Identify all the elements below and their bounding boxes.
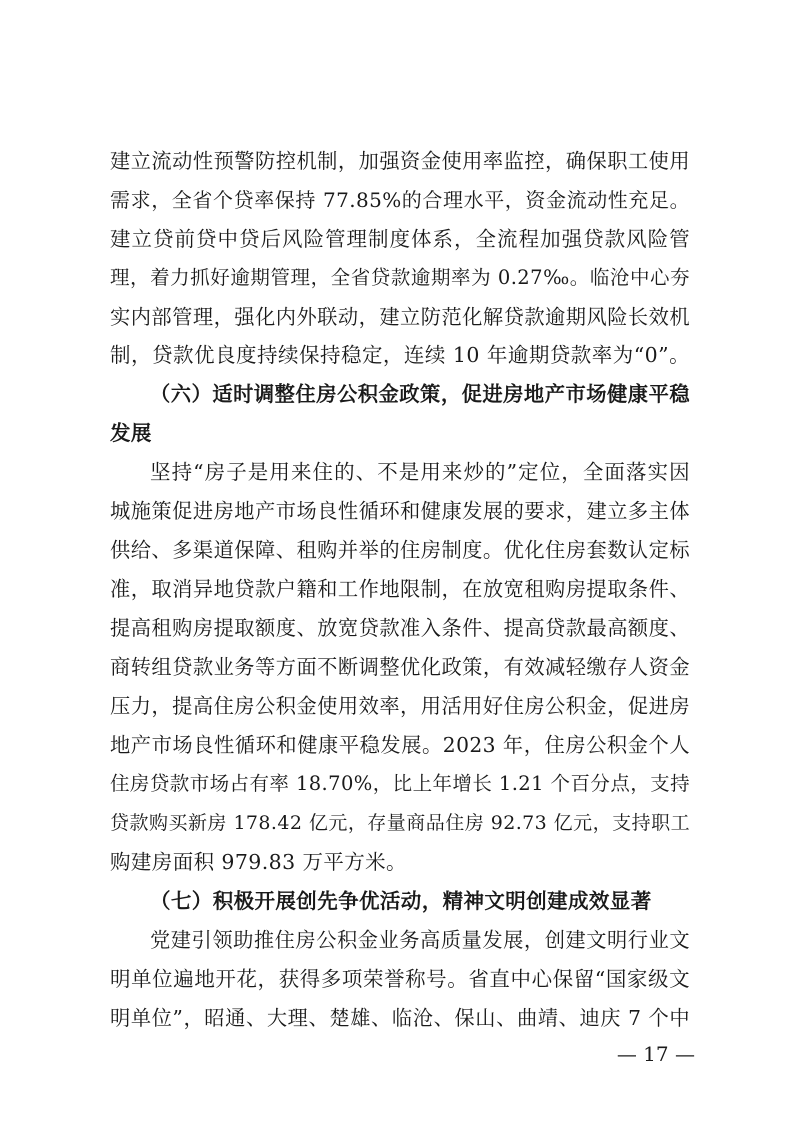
- body-text-line: 商转组贷款业务等方面不断调整优化政策，有效减轻缴存人资金: [110, 655, 690, 679]
- body-text-line: 建立流动性预警防控机制，加强资金使用率监控，确保职工使用: [110, 149, 690, 173]
- body-text-line: 地产市场良性循环和健康平稳发展。2023 年，住房公积金个人: [110, 733, 690, 757]
- body-text-line: 准，取消异地贷款户籍和工作地限制，在放宽租购房提取条件、: [110, 577, 690, 601]
- paragraph-first-line: 坚持“房子是用来住的、不是用来炒的”定位，全面落实因: [150, 460, 690, 484]
- body-text-line: 贷款购买新房 178.42 亿元，存量商品住房 92.73 亿元，支持职工: [110, 812, 690, 834]
- body-text-line: 城施策促进房地产市场良性循环和健康发展的要求，建立多主体: [110, 499, 690, 523]
- page-number: — 17 —: [616, 1042, 695, 1066]
- section-heading-7: （七）积极开展创先争优活动，精神文明创建成效显著: [150, 889, 652, 913]
- paragraph-first-line: 党建引领助推住房公积金业务高质量发展，创建文明行业文: [150, 928, 690, 952]
- body-text-line-last: 购建房面积 979.83 万平方米。: [110, 850, 407, 874]
- body-text-line: 制，贷款优良度持续保持稳定，连续 10 年逾期贷款率为“0”。: [110, 343, 690, 367]
- section-heading-6: （六）适时调整住房公积金政策，促进房地产市场健康平稳: [150, 382, 690, 406]
- body-text-line: 理，着力抓好逾期管理，全省贷款逾期率为 0.27‰。临沧中心夯: [110, 266, 690, 289]
- section-heading-6-continued: 发展: [110, 421, 152, 445]
- body-text-line: 提高租购房提取额度、放宽贷款准入条件、提高贷款最高额度、: [110, 616, 690, 640]
- body-text-line: 实内部管理，强化内外联动，建立防范化解贷款逾期风险长效机: [110, 305, 690, 329]
- body-text-line: 压力，提高住房公积金使用效率，用活用好住房公积金，促进房: [110, 694, 690, 718]
- body-text-line: 明单位遍地开花，获得多项荣誉称号。省直中心保留“国家级文: [110, 967, 690, 991]
- body-text-line: 住房贷款市场占有率 18.70%，比上年增长 1.21 个百分点，支持: [110, 772, 690, 795]
- body-text-line: 需求，全省个贷率保持 77.85%的合理水平，资金流动性充足。: [110, 188, 690, 212]
- body-text-line: 建立贷前贷中贷后风险管理制度体系，全流程加强贷款风险管: [110, 227, 690, 251]
- body-text-line: 供给、多渠道保障、租购并举的住房制度。优化住房套数认定标: [110, 538, 690, 562]
- body-text-line: 明单位”，昭通、大理、楚雄、临沧、保山、曲靖、迪庆 7 个中: [110, 1006, 690, 1030]
